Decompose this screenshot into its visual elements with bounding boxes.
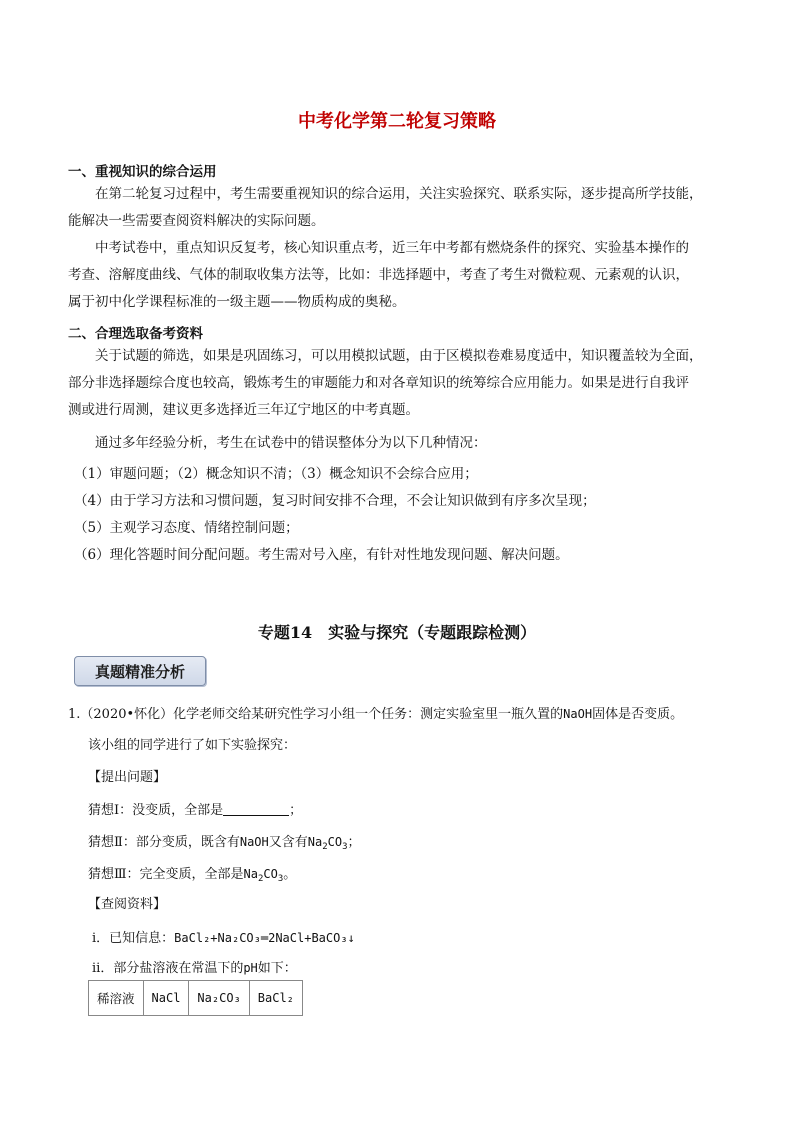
text-line: 能解决一些需要查阅资料解决的实际问题。: [68, 213, 325, 229]
punctuation: ；: [289, 803, 303, 818]
hypothesis-text: 猜想Ⅱ：部分变质，既含有: [88, 835, 240, 850]
formula-naoh: NaOH: [239, 835, 269, 849]
formula-naoh: NaOH: [563, 707, 593, 721]
ph-table: [88, 980, 303, 1016]
hypothesis-3: [88, 863, 296, 884]
formula-na2co3: $Na_2CO_3$: [307, 835, 348, 852]
info-1: [92, 927, 355, 946]
section1-paragraph2: [68, 235, 730, 316]
topic-subtitle: 专题14 实验与探究（专题跟踪检测）: [257, 623, 537, 642]
section-label-lookup: 【查阅资料】: [88, 897, 167, 912]
section2-paragraph1: [68, 343, 730, 424]
list-item: （6）理化答题时间分配问题。考生需对号入座，有针对性地发现问题、解决问题。: [74, 547, 569, 563]
section-tag: 真题精准分析: [74, 656, 206, 686]
text-line: 部分非选择题综合度也较高，锻炼考生的审题能力和对各章知识的统筹综合应用能力。如果是进行自我评: [68, 375, 689, 391]
info-text: 如下：: [257, 961, 297, 976]
section2-heading: 二、合理选取备考资料: [68, 326, 203, 342]
question-text: 固体是否变质。: [592, 707, 684, 722]
punctuation: 。: [283, 867, 297, 882]
section1-heading: 一、重视知识的综合运用: [68, 164, 217, 180]
info-text: ⅱ．部分盐溶液在常温下的: [92, 961, 244, 976]
list-item: （1）审题问题；（2）概念知识不清；（3）概念知识不会综合应用；: [74, 466, 478, 482]
ph-label: pH: [243, 961, 258, 975]
chemical-equation: BaCl₂+Na₂CO₃═2NaCl+BaCO₃↓: [174, 931, 355, 945]
table-cell: 稀溶液: [89, 981, 144, 1016]
table-cell: NaCl: [143, 981, 189, 1016]
table-cell: Na₂CO₃: [189, 981, 249, 1016]
page-title: 中考化学第二轮复习策略: [298, 111, 496, 132]
punctuation: ；: [347, 835, 361, 850]
hypothesis-1: [88, 799, 302, 818]
text-line: 测或进行周测，建议更多选择近三年辽宁地区的中考真题。: [68, 402, 419, 418]
text-line: 在第二轮复习过程中，考生需要重视知识的综合运用，关注实验探究、联系实际，逐步提高所学技能，: [95, 186, 703, 202]
formula-na2co3: $Na_2CO_3$: [243, 867, 284, 884]
list-item: （5）主观学习态度、情绪控制问题；: [74, 520, 299, 536]
question-text: 1.（2020•怀化）化学老师交给某研究性学习小组一个任务：测定实验室里一瓶久置的: [68, 707, 564, 722]
info-2: [92, 957, 297, 976]
section2-paragraph2: 通过多年经验分析，考生在试卷中的错误整体分为以下几种情况：: [95, 435, 487, 451]
list-item: （4）由于学习方法和习惯问题，复习时间安排不合理，不会让知识做到有序多次呈现；: [74, 493, 596, 509]
hypothesis-text: 又含有: [268, 835, 308, 850]
hypothesis-2: [88, 831, 361, 852]
text-line: 考查、溶解度曲线、气体的制取收集方法等，比如：非选择题中，考查了考生对微粒观、元素观的认识，: [68, 267, 689, 283]
question-text: 该小组的同学进行了如下实验探究：: [88, 738, 297, 753]
table-cell: BaCl₂: [249, 981, 302, 1016]
section-label-ask: 【提出问题】: [88, 770, 167, 785]
section1-paragraph1: [68, 181, 730, 235]
text-line: 中考试卷中，重点知识反复考，核心知识重点考，近三年中考都有燃烧条件的探究、实验基本操作的: [95, 240, 689, 256]
info-text: ⅰ．已知信息：: [92, 931, 175, 946]
text-line: 属于初中化学课程标准的一级主题——物质构成的奥秘。: [68, 294, 406, 310]
text-line: 关于试题的筛选，如果是巩固练习，可以用模拟试题，由于区模拟卷难易度适中，知识覆盖较为全面，: [95, 348, 703, 364]
question-stem: [68, 703, 683, 722]
table-row: [89, 981, 303, 1016]
hypothesis-text: 猜想Ⅰ：没变质，全部是: [88, 803, 224, 818]
answer-blank[interactable]: [223, 801, 289, 816]
hypothesis-text: 猜想Ⅲ：完全变质，全部是: [88, 867, 244, 882]
